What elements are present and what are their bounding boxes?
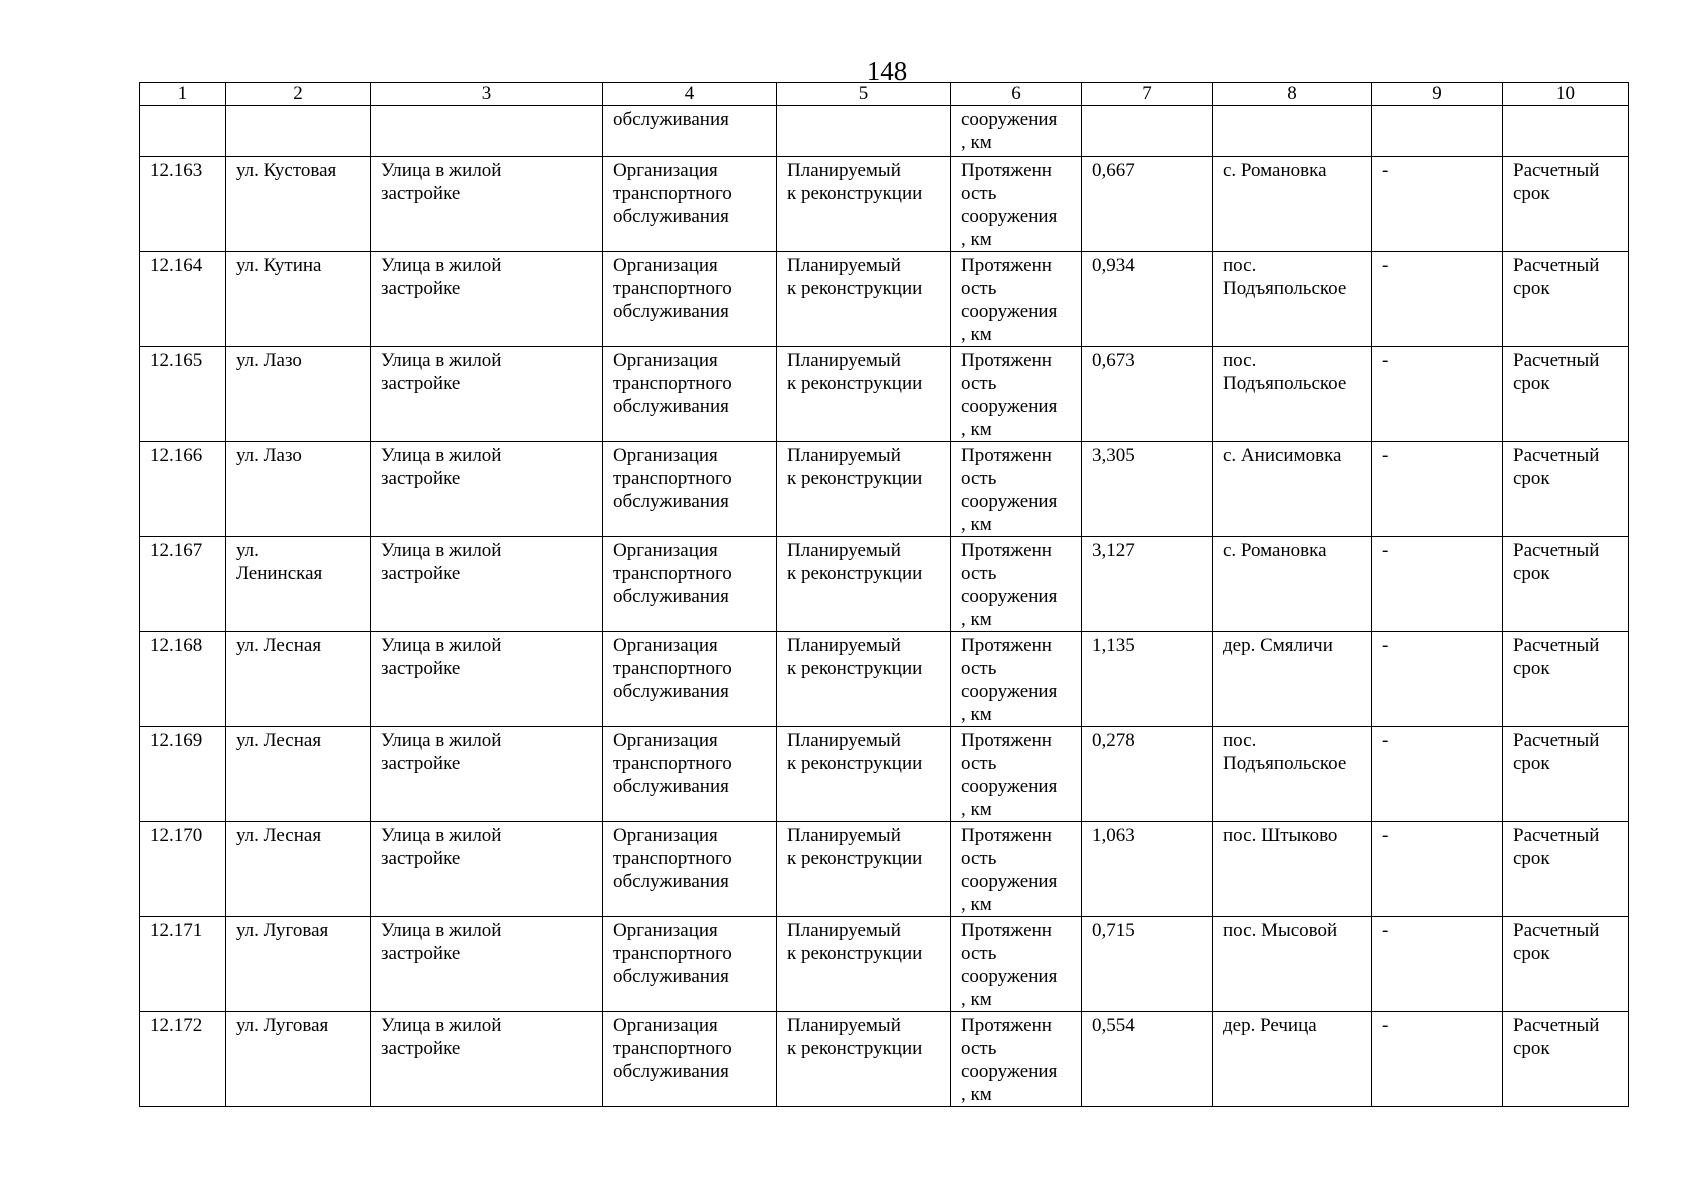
cell-line: обслуживания — [613, 871, 729, 892]
characteristic-cell — [951, 1012, 1082, 1107]
cell-line: срок — [1513, 468, 1550, 489]
object-type-cell — [371, 252, 603, 347]
purpose-cell — [603, 442, 777, 537]
cell-line: застройке — [381, 468, 461, 489]
cell-line: сооружения — [961, 776, 1058, 797]
cell-line: , км — [961, 514, 992, 535]
cell-line: срок — [1513, 658, 1550, 679]
cell-line: застройке — [381, 563, 461, 584]
column-header-3: 3 — [371, 83, 603, 106]
cell-line: транспортного — [613, 753, 732, 774]
cell-line: сооружения — [961, 586, 1058, 607]
cell-line: ость — [961, 1038, 997, 1059]
cell-line: Улица в жилой — [381, 350, 502, 371]
term-cell — [1503, 1012, 1629, 1107]
cell-line: обслуживания — [613, 681, 729, 702]
settlement-cell — [1213, 347, 1372, 442]
continuation-cell-purpose: обслуживания — [603, 106, 777, 157]
object-type-cell — [371, 537, 603, 632]
cell-line: , км — [961, 419, 992, 440]
purpose-cell — [603, 157, 777, 252]
table-row — [140, 917, 1629, 1012]
characteristic-cell — [951, 252, 1082, 347]
cell-line: , км — [961, 799, 992, 820]
zone-cell: - — [1372, 727, 1503, 822]
cell-line: транспортного — [613, 468, 732, 489]
street-name-cell: ул. Лазо — [226, 442, 371, 537]
row-number-cell: 12.165 — [140, 347, 226, 442]
zone-cell: - — [1372, 347, 1503, 442]
table-row — [140, 1012, 1629, 1107]
cell-line: Подъяпольское — [1223, 373, 1347, 394]
status-cell — [777, 347, 951, 442]
row-number-cell: 12.170 — [140, 822, 226, 917]
object-type-cell — [371, 157, 603, 252]
characteristic-cell — [951, 157, 1082, 252]
column-header-4: 4 — [603, 83, 777, 106]
cell-line: Планируемый — [787, 730, 901, 751]
continuation-cell-value — [1082, 106, 1213, 157]
cell-line: Улица в жилой — [381, 160, 502, 181]
cell-line: застройке — [381, 848, 461, 869]
cell-line: ость — [961, 468, 997, 489]
cell-line: сооружения — [961, 396, 1058, 417]
term-cell — [1503, 537, 1629, 632]
street-name-cell: ул. Кустовая — [226, 157, 371, 252]
cell-line: ость — [961, 183, 997, 204]
cell-line: срок — [1513, 753, 1550, 774]
characteristic-cell — [951, 347, 1082, 442]
cell-line: ость — [961, 373, 997, 394]
cell-line: Организация — [613, 540, 718, 561]
cell-line: транспортного — [613, 183, 732, 204]
row-number-cell: 12.166 — [140, 442, 226, 537]
value-cell: 0,554 — [1082, 1012, 1213, 1107]
cell-line: ость — [961, 563, 997, 584]
characteristic-cell — [951, 727, 1082, 822]
cell-line: Организация — [613, 255, 718, 276]
object-type-cell — [371, 347, 603, 442]
object-type-cell — [371, 727, 603, 822]
cell-line: сооружения — [961, 206, 1058, 227]
cell-line: к реконструкции — [787, 278, 923, 299]
cell-line: ость — [961, 753, 997, 774]
status-cell — [777, 822, 951, 917]
cell-line: Протяженн — [961, 445, 1052, 466]
settlement-cell — [1213, 252, 1372, 347]
continuation-cell-term — [1503, 106, 1629, 157]
characteristic-cell — [951, 442, 1082, 537]
settlement-cell: с. Романовка — [1213, 157, 1372, 252]
row-number-cell: 12.172 — [140, 1012, 226, 1107]
cell-line: Расчетный — [1513, 635, 1600, 656]
object-type-cell — [371, 917, 603, 1012]
value-cell: 0,673 — [1082, 347, 1213, 442]
zone-cell: - — [1372, 1012, 1503, 1107]
continuation-cell-row-number — [140, 106, 226, 157]
continuation-cell-status — [777, 106, 951, 157]
cell-line: ость — [961, 943, 997, 964]
cell-line: Протяженн — [961, 730, 1052, 751]
street-name-cell: ул. Лесная — [226, 632, 371, 727]
cell-line: , км — [961, 609, 992, 630]
cell-line: транспортного — [613, 278, 732, 299]
cell-line: сооружения — [961, 1061, 1058, 1082]
street-name-cell: ул. Лесная — [226, 727, 371, 822]
cell-line: срок — [1513, 943, 1550, 964]
cell-line: Планируемый — [787, 350, 901, 371]
cell-line: застройке — [381, 183, 461, 204]
cell-line: , км — [961, 1084, 992, 1105]
term-cell — [1503, 822, 1629, 917]
table-row — [140, 252, 1629, 347]
settlement-cell: с. Романовка — [1213, 537, 1372, 632]
continuation-cell-zone — [1372, 106, 1503, 157]
cell-line: , км — [961, 229, 992, 250]
cell-line: Организация — [613, 730, 718, 751]
table-row — [140, 632, 1629, 727]
cell-line: обслуживания — [613, 966, 729, 987]
column-header-8: 8 — [1213, 83, 1372, 106]
cell-line: обслуживания — [613, 301, 729, 322]
planning-register-table — [139, 82, 1629, 1107]
cell-line: , км — [961, 704, 992, 725]
table-row — [140, 727, 1629, 822]
street-name-cell: ул. Лазо — [226, 347, 371, 442]
object-type-cell — [371, 442, 603, 537]
purpose-cell — [603, 917, 777, 1012]
cell-line: транспортного — [613, 373, 732, 394]
cell-line: к реконструкции — [787, 468, 923, 489]
cell-line: Улица в жилой — [381, 255, 502, 276]
term-cell — [1503, 917, 1629, 1012]
cell-line: Организация — [613, 920, 718, 941]
zone-cell: - — [1372, 917, 1503, 1012]
column-header-1: 1 — [140, 83, 226, 106]
cell-line: Расчетный — [1513, 920, 1600, 941]
cell-line: сооружения — [961, 301, 1058, 322]
settlement-cell: дер. Смяличи — [1213, 632, 1372, 727]
cell-line: , км — [961, 132, 992, 153]
cell-line: Организация — [613, 445, 718, 466]
settlement-cell: с. Анисимовка — [1213, 442, 1372, 537]
status-cell — [777, 157, 951, 252]
cell-line: Планируемый — [787, 920, 901, 941]
purpose-cell — [603, 632, 777, 727]
cell-line: застройке — [381, 943, 461, 964]
status-cell — [777, 442, 951, 537]
settlement-cell: пос. Штыково — [1213, 822, 1372, 917]
value-cell: 0,667 — [1082, 157, 1213, 252]
street-name-cell — [226, 537, 371, 632]
cell-line: застройке — [381, 1038, 461, 1059]
column-header-10: 10 — [1503, 83, 1629, 106]
cell-line: сооружения — [961, 491, 1058, 512]
status-cell — [777, 727, 951, 822]
cell-line: к реконструкции — [787, 1038, 923, 1059]
cell-line: Организация — [613, 635, 718, 656]
cell-line: сооружения — [961, 681, 1058, 702]
value-cell: 0,934 — [1082, 252, 1213, 347]
term-cell — [1503, 632, 1629, 727]
cell-line: ость — [961, 278, 997, 299]
cell-line: Расчетный — [1513, 255, 1600, 276]
continuation-cell-characteristic — [951, 106, 1082, 157]
cell-line: сооружения — [961, 871, 1058, 892]
cell-line: Планируемый — [787, 255, 901, 276]
continuation-cell-settlement — [1213, 106, 1372, 157]
row-number-cell: 12.171 — [140, 917, 226, 1012]
cell-line: застройке — [381, 753, 461, 774]
cell-line: Расчетный — [1513, 825, 1600, 846]
cell-line: , км — [961, 324, 992, 345]
cell-line: обслуживания — [613, 586, 729, 607]
cell-line: Расчетный — [1513, 1015, 1600, 1036]
cell-line: Планируемый — [787, 540, 901, 561]
term-cell — [1503, 727, 1629, 822]
zone-cell: - — [1372, 822, 1503, 917]
cell-line: Подъяпольское — [1223, 753, 1347, 774]
purpose-cell — [603, 252, 777, 347]
cell-line: Планируемый — [787, 445, 901, 466]
cell-line: транспортного — [613, 848, 732, 869]
settlement-cell: пос. Мысовой — [1213, 917, 1372, 1012]
settlement-cell: дер. Речица — [1213, 1012, 1372, 1107]
column-header-2: 2 — [226, 83, 371, 106]
status-cell — [777, 632, 951, 727]
cell-line: обслуживания — [613, 206, 729, 227]
column-header-6: 6 — [951, 83, 1082, 106]
cell-line: Протяженн — [961, 635, 1052, 656]
cell-line: к реконструкции — [787, 943, 923, 964]
cell-line: транспортного — [613, 1038, 732, 1059]
purpose-cell — [603, 537, 777, 632]
cell-line: Планируемый — [787, 160, 901, 181]
cell-line: срок — [1513, 1038, 1550, 1059]
street-name-cell: ул. Кутина — [226, 252, 371, 347]
value-cell: 0,715 — [1082, 917, 1213, 1012]
cell-line: Расчетный — [1513, 540, 1600, 561]
cell-line: застройке — [381, 278, 461, 299]
cell-line: обслуживания — [613, 1061, 729, 1082]
term-cell — [1503, 442, 1629, 537]
cell-line: обслуживания — [613, 396, 729, 417]
status-cell — [777, 252, 951, 347]
cell-line: Протяженн — [961, 160, 1052, 181]
table-row — [140, 347, 1629, 442]
column-number-header-row — [140, 83, 1629, 106]
purpose-cell — [603, 1012, 777, 1107]
characteristic-cell — [951, 632, 1082, 727]
purpose-cell — [603, 822, 777, 917]
cell-line: обслуживания — [613, 491, 729, 512]
term-cell — [1503, 252, 1629, 347]
cell-line: Улица в жилой — [381, 825, 502, 846]
status-cell — [777, 1012, 951, 1107]
purpose-cell — [603, 727, 777, 822]
object-type-cell — [371, 1012, 603, 1107]
column-header-5: 5 — [777, 83, 951, 106]
cell-line: срок — [1513, 373, 1550, 394]
cell-line: транспортного — [613, 943, 732, 964]
cell-line: срок — [1513, 183, 1550, 204]
value-cell: 1,063 — [1082, 822, 1213, 917]
cell-line: Расчетный — [1513, 445, 1600, 466]
object-type-cell — [371, 822, 603, 917]
cell-line: срок — [1513, 848, 1550, 869]
cell-line: Протяженн — [961, 920, 1052, 941]
row-number-cell: 12.167 — [140, 537, 226, 632]
continuation-cell-street-name — [226, 106, 371, 157]
settlement-cell — [1213, 727, 1372, 822]
table-row — [140, 157, 1629, 252]
purpose-cell — [603, 347, 777, 442]
cell-line: Протяженн — [961, 350, 1052, 371]
street-name-cell: ул. Лесная — [226, 822, 371, 917]
cell-line: Планируемый — [787, 635, 901, 656]
cell-line: Улица в жилой — [381, 730, 502, 751]
zone-cell: - — [1372, 537, 1503, 632]
cell-line: срок — [1513, 563, 1550, 584]
cell-line: к реконструкции — [787, 658, 923, 679]
cell-line: Организация — [613, 1015, 718, 1036]
characteristic-cell — [951, 917, 1082, 1012]
cell-line: Расчетный — [1513, 730, 1600, 751]
column-header-7: 7 — [1082, 83, 1213, 106]
cell-line: транспортного — [613, 658, 732, 679]
continuation-row — [140, 106, 1629, 157]
object-type-cell — [371, 632, 603, 727]
cell-line: Улица в жилой — [381, 1015, 502, 1036]
cell-line: пос. — [1223, 350, 1257, 371]
cell-line: к реконструкции — [787, 563, 923, 584]
continuation-cell-object-type — [371, 106, 603, 157]
status-cell — [777, 917, 951, 1012]
cell-line: Расчетный — [1513, 160, 1600, 181]
cell-line: Ленинская — [236, 563, 323, 584]
cell-line: транспортного — [613, 563, 732, 584]
cell-line: застройке — [381, 373, 461, 394]
cell-line: Улица в жилой — [381, 445, 502, 466]
row-number-cell: 12.169 — [140, 727, 226, 822]
cell-line: Улица в жилой — [381, 920, 502, 941]
zone-cell: - — [1372, 632, 1503, 727]
cell-line: Протяженн — [961, 1015, 1052, 1036]
cell-line: ость — [961, 658, 997, 679]
cell-line: пос. — [1223, 730, 1257, 751]
value-cell: 3,305 — [1082, 442, 1213, 537]
characteristic-cell — [951, 822, 1082, 917]
value-cell: 3,127 — [1082, 537, 1213, 632]
street-name-cell: ул. Луговая — [226, 917, 371, 1012]
zone-cell: - — [1372, 252, 1503, 347]
cell-line: к реконструкции — [787, 753, 923, 774]
cell-line: Расчетный — [1513, 350, 1600, 371]
cell-line: Протяженн — [961, 825, 1052, 846]
cell-line: Подъяпольское — [1223, 278, 1347, 299]
table-row — [140, 442, 1629, 537]
table-body — [140, 106, 1629, 1107]
cell-line: ул. — [236, 540, 259, 561]
status-cell — [777, 537, 951, 632]
cell-line: к реконструкции — [787, 848, 923, 869]
row-number-cell: 12.164 — [140, 252, 226, 347]
term-cell — [1503, 157, 1629, 252]
row-number-cell: 12.168 — [140, 632, 226, 727]
cell-line: к реконструкции — [787, 183, 923, 204]
page-number: 148 — [866, 56, 908, 86]
column-header-9: 9 — [1372, 83, 1503, 106]
cell-line: , км — [961, 989, 992, 1010]
cell-line: сооружения — [961, 109, 1058, 130]
characteristic-cell — [951, 537, 1082, 632]
zone-cell: - — [1372, 157, 1503, 252]
cell-line: ость — [961, 848, 997, 869]
cell-line: , км — [961, 894, 992, 915]
value-cell: 0,278 — [1082, 727, 1213, 822]
cell-line: к реконструкции — [787, 373, 923, 394]
cell-line: застройке — [381, 658, 461, 679]
cell-line: Улица в жилой — [381, 540, 502, 561]
cell-line: Организация — [613, 825, 718, 846]
cell-line: Организация — [613, 350, 718, 371]
value-cell: 1,135 — [1082, 632, 1213, 727]
cell-line: Планируемый — [787, 1015, 901, 1036]
table-row — [140, 537, 1629, 632]
cell-line: сооружения — [961, 966, 1058, 987]
cell-line: Планируемый — [787, 825, 901, 846]
zone-cell: - — [1372, 442, 1503, 537]
row-number-cell: 12.163 — [140, 157, 226, 252]
cell-line: Протяженн — [961, 540, 1052, 561]
street-name-cell: ул. Луговая — [226, 1012, 371, 1107]
cell-line: пос. — [1223, 255, 1257, 276]
cell-line: Улица в жилой — [381, 635, 502, 656]
cell-line: Протяженн — [961, 255, 1052, 276]
table-row — [140, 822, 1629, 917]
cell-line: обслуживания — [613, 776, 729, 797]
cell-line: Организация — [613, 160, 718, 181]
cell-line: срок — [1513, 278, 1550, 299]
term-cell — [1503, 347, 1629, 442]
